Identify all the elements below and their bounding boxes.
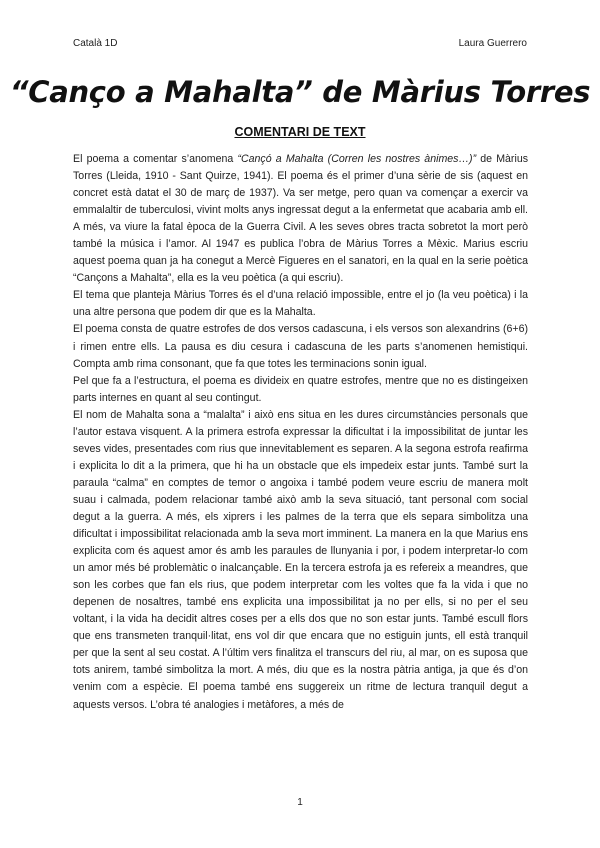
paragraph-intro-text-continued: de Màrius Torres (Lleida, 1910 - Sant Quirze, 1941). El poema és el primer d’una sèrie de sis (aquest en concret està datat el 30 de març de 1937). Va ser metge, pero quan va començar a exercir va emmalaltir de tuberculosi, vivint molts anys ingressat degut a la enfermetat que acabaria amb ell. A més, va viure la fatal època de la Guerra Civil. A les seves obres tracta sobretot la mort però també la música i l’amor. Al 1947 es publica l’obra de Màrius Torres a Mèxic. Marius escriu aquest poema quan ja ha conegut a Mercè Figueres en el sanatori, en la qual en la serie poètica “Cançons a Mahalta”, ella es la veu poètica (a qui escriu). [73, 153, 529, 285]
document-body [73, 151, 528, 714]
paragraph-intro-text: El poema a comentar s’anomena [73, 153, 238, 165]
document-title: “Canço a Mahalta” de Màrius Torres [9, 75, 591, 109]
document-subtitle: COMENTARI DE TEXT [234, 125, 366, 139]
paragraph-metrics: El poema consta de quatre estrofes de dos versos cadascuna, i els versos son alexandrins (6+6) i rimen entre ells. La pausa es diu cesura i cadascuna de les parts s’anomenen hemistiqui. Compta amb rima consonant, que fa que totes les terminacions sonin igual. [73, 323, 528, 370]
poem-title-italic: “Cançó a Mahalta (Corren les nostres ànimes…)” [237, 153, 477, 165]
page-number: 1 [297, 797, 303, 808]
paragraph-analysis: El nom de Mahalta sona a “malalta” i això ens situa en les dures circumstàncies personals que l’autor estava visquent. A la primera estrofa expressar la dificultat i la impossibilitat de juntar les seves vides, presentades com rius que innevitablement es separen. A la segona estrofa reafirma i explicita lo dit a la primera, que hi ha un obstacle que els impedeix estar junts. També surt la paraula “calma” en comptes de temor o angoixa i també podem veure escriu de manera molt suau i calmada, podem relacionar també això amb la seva situació, tant personal com social degut a la guerra. A més, els xiprers i les palmes de la terra que els separa simbolitza una dificultat i impossibilitat relacionada amb la seva mort imminent. La manera en la que Marius ens explicita com és aquest amor és amb les paraules de llunyania i por, i podem interpretar-lo com un amor més bé problemàtic o inalcançable. En la tercera estrofa ja es refereix a meandres, que son les corbes que fan els rius, que podem interpretar com les voltes que fa la vida i que no depenen de nosaltres, també ens explicita una impossibilitat ja no per ells, si no per el seu voltant, i la vida ha decidit altres coses per a ells dos que no son estar junts. També escull flors que ens transmeten tranquil·litat, ens vol dir que encara que no estiguin junts, ell està tranquil per que la sent al seu costat. A l’últim vers finalitza el transcurs del riu, al mar, on es suposa que tots anirem, també simbolitza la mort. A més, diu que es la nostra pàtria antiga, ja que és d’on venim com a espècie. El poema també ens suggereix un ritme de lectura tranquil degut a aquests versos. L’obra té analogies i metàfores, a més de [73, 408, 528, 711]
paragraph-theme: El tema que planteja Màrius Torres és el d’una relació impossible, entre el jo (la veu poètica) i la una altre persona que podem dir que es la Mahalta. [73, 289, 528, 319]
paragraph-structure: Pel que fa a l’estructura, el poema es divideix en quatre estrofes, mentre que no es distingeixen parts internes en quant al seu contingut. [73, 374, 528, 404]
header-author: Laura Guerrero [458, 38, 527, 49]
header-course: Català 1D [73, 38, 118, 49]
paragraph-intro [73, 151, 528, 287]
